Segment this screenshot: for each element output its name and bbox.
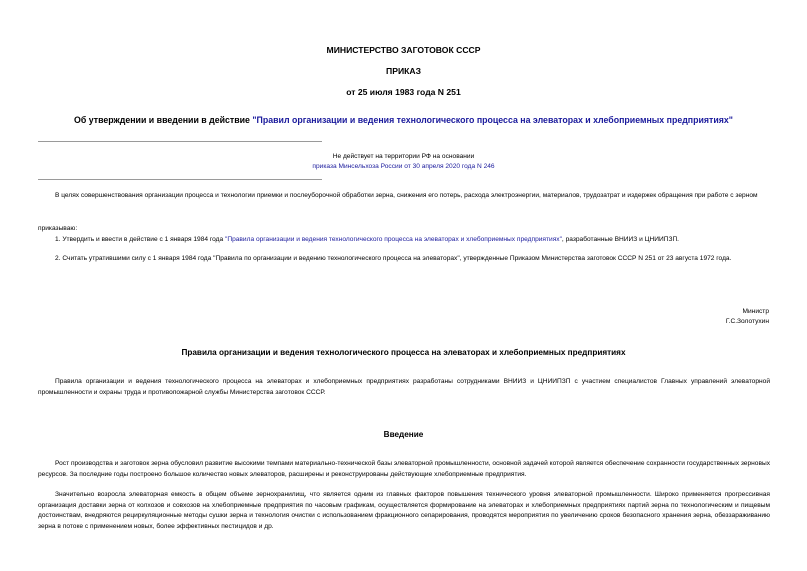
section-title-introduction: Введение xyxy=(383,430,424,439)
signature-name: Г.С.Золотухин xyxy=(725,318,769,325)
divider-top xyxy=(38,141,322,142)
order-item-1-prefix: 1. Утвердить и ввести в действие с 1 января 1984 года xyxy=(55,236,226,243)
divider-bottom xyxy=(38,179,322,180)
signature-position: Министр xyxy=(742,308,769,315)
order-title-link[interactable]: "Правил организации и ведения технологического процесса на элеваторах и хлебоприемных предприятиях" xyxy=(252,115,733,125)
order-item-1-link[interactable]: "Правила организации и ведения технологического процесса на элеваторах и хлебоприемных предприятиях" xyxy=(225,236,562,243)
status-note-text: Не действует на территории РФ на основании xyxy=(332,153,475,160)
ministry-heading: МИНИСТЕРСТВО ЗАГОТОВОК СССР xyxy=(326,45,481,55)
doc-type-heading: ПРИКАЗ xyxy=(386,66,421,76)
intro-paragraph-1: Рост производства и заготовок зерна обусловил развитие высокими темпами материально-технической базы элеваторной промышленности, основной задачей которой является обеспечение сохранности государственных зерновых ресурсов. За последние годы построено большое количество новых элеваторов, расширены и реконструированы действующие хлебоприемные предприятия. xyxy=(38,460,770,478)
order-item-1-suffix: , разработанные ВНИИЗ и ЦНИИПЗП. xyxy=(561,236,680,243)
rules-intro-paragraph: Правила организации и ведения технологического процесса на элеваторах и хлебоприемных предприятиях разработаны сотрудниками ВНИИЗ и ЦНИИПЗП с участием специалистов Главных управлений элеваторной промышленности и охраны труда и противопожарной службы Министерства заготовок СССР. xyxy=(38,378,770,396)
intro-paragraph-2: Значительно возросла элеваторная емкость в общем объеме зернохранилищ, что является одним из главных факторов повышения технического уровня элеваторной промышленности. Широко применяется прогрессивная организация доставки зерна от колхозов и совхозов на хлебоприемные предприятия по часовым графикам, осуществляется формирование на элеваторах и хлебоприемных предприятиях партий зерна по технологическим и пищевым достоинствам, внедряются рециркуляционные методы сушки зерна и технология очистки с использованием фракционного сепарирования, проводятся мероприятия по увеличению сроков безопасного хранения зерна, обеззараживанию зерна в потоке с применением новых, более эффективных пестицидов и др. xyxy=(38,491,770,530)
order-word: приказываю: xyxy=(38,225,78,232)
order-item-2: 2. Считать утратившими силу с 1 января 1984 года "Правила по организации и ведению технологического процесса на элеваторах", утвержденные Приказом Министерства заготовок СССР N 251 от 23 августа 1972 года. xyxy=(55,255,732,262)
preamble-paragraph: В целях совершенствования организации процесса и технологии приемки и послеуборочной обработки зерна, снижения его потерь, расхода электроэнергии, материалов, трудозатрат и издержек обращения при работе с зерном xyxy=(55,192,758,199)
status-note-link[interactable]: приказа Минсельхоза России от 30 апреля 2020 года N 246 xyxy=(312,163,495,170)
order-title-prefix: Об утверждении и введении в действие xyxy=(74,115,253,125)
signature-block xyxy=(726,307,769,327)
order-title xyxy=(0,115,807,125)
order-item-1 xyxy=(55,235,679,245)
status-note xyxy=(0,152,807,172)
rules-title: Правила организации и ведения технологического процесса на элеваторах и хлебоприемных предприятиях xyxy=(181,348,626,357)
date-number-heading: от 25 июля 1983 года N 251 xyxy=(346,87,461,97)
